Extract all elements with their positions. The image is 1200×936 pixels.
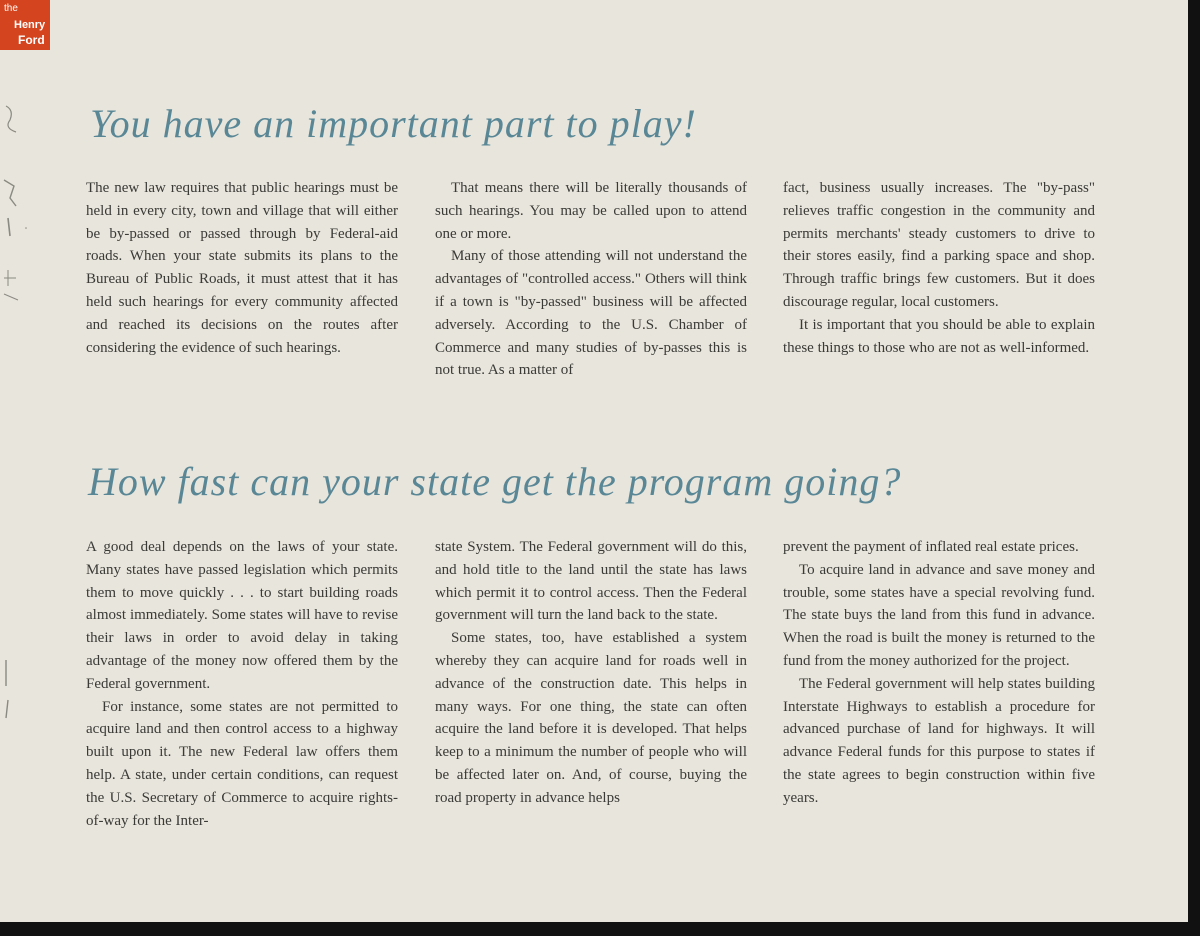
paragraph: Many of those attending will not understand the advantages of "controlled access." Others will think if a town is "by-passed" business will be affected adversely. According to the U.S. Chamber of Commerce and many studies of by-passes this is not true. As a matter of <box>435 248 747 379</box>
section-heading-program-going: How fast can your state get the program going? <box>88 459 902 504</box>
section1-column-1 <box>86 177 398 359</box>
paragraph: It is important that you should be able to explain these things to those who are not as well-informed. <box>783 316 1095 356</box>
section2-column-3 <box>783 536 1095 810</box>
logo-ford: Ford <box>18 33 45 47</box>
paragraph: To acquire land in advance and save money and trouble, some states have a special revolving fund. The state buys the land from this fund in advance. When the road is built the money is returned to the fund from the money authorized for the project. <box>783 561 1095 669</box>
section2-column-1 <box>86 536 398 832</box>
paragraph: prevent the payment of inflated real estate prices. <box>783 539 1079 555</box>
paragraph: The new law requires that public hearings must be held in every city, town and village that will either be by-passed or passed through by Federal-aid roads. When your state submits its plans to the Bureau of Public Roads, it must attest that it has held such hearings for every community affected and reached its decisions on the routes after considering the evidence of such hearings. <box>86 180 398 356</box>
paragraph: Some states, too, have established a system whereby they can acquire land for roads well in advance of the construction date. This helps in many ways. For one thing, the state can often acquire the land before it is developed. That helps keep to a minimum the number of people who will be affected later on. And, of course, buying the road property in advance helps <box>435 630 747 806</box>
paragraph: That means there will be literally thousands of such hearings. You may be called upon to attend one or more. <box>435 180 747 242</box>
paragraph: The Federal government will help states building Interstate Highways to establish a procedure for advanced purchase of land for highways. It will advance Federal funds for this purpose to states if the state agrees to begin construction within five years. <box>783 675 1095 806</box>
paragraph: fact, business usually increases. The "by-pass" relieves traffic congestion in the community and permits merchants' steady customers to drive to their stores easily, find a parking space and shop. Through traffic brings few customers. But it does discourage regular, local customers. <box>783 180 1095 310</box>
paragraph: For instance, some states are not permitted to acquire land and then control access to a highway built upon it. The new Federal law offers them help. A state, under certain conditions, can request the U.S. Secretary of Commerce to acquire rights-of-way for the Inter- <box>86 698 398 829</box>
section1-column-2 <box>435 177 747 382</box>
logo-the: the <box>4 3 18 14</box>
section1-column-3 <box>783 177 1095 359</box>
logo-henry: Henry <box>14 19 46 31</box>
section-heading-important-part: You have an important part to play! <box>90 101 697 146</box>
margin-sketch-marks <box>0 100 30 720</box>
paragraph: state System. The Federal government will do this, and hold title to the land until the state has laws which permit it to control access. Then the Federal government will turn the land back to the state. <box>435 539 747 624</box>
section2-column-2 <box>435 536 747 810</box>
paragraph: A good deal depends on the laws of your state. Many states have passed legislation which permits them to move quickly . . . to start building roads almost immediately. Some states will have to revise their laws in order to avoid delay in taking advantage of the money now offered them by the Federal government. <box>86 539 398 692</box>
henry-ford-logo <box>0 0 50 50</box>
